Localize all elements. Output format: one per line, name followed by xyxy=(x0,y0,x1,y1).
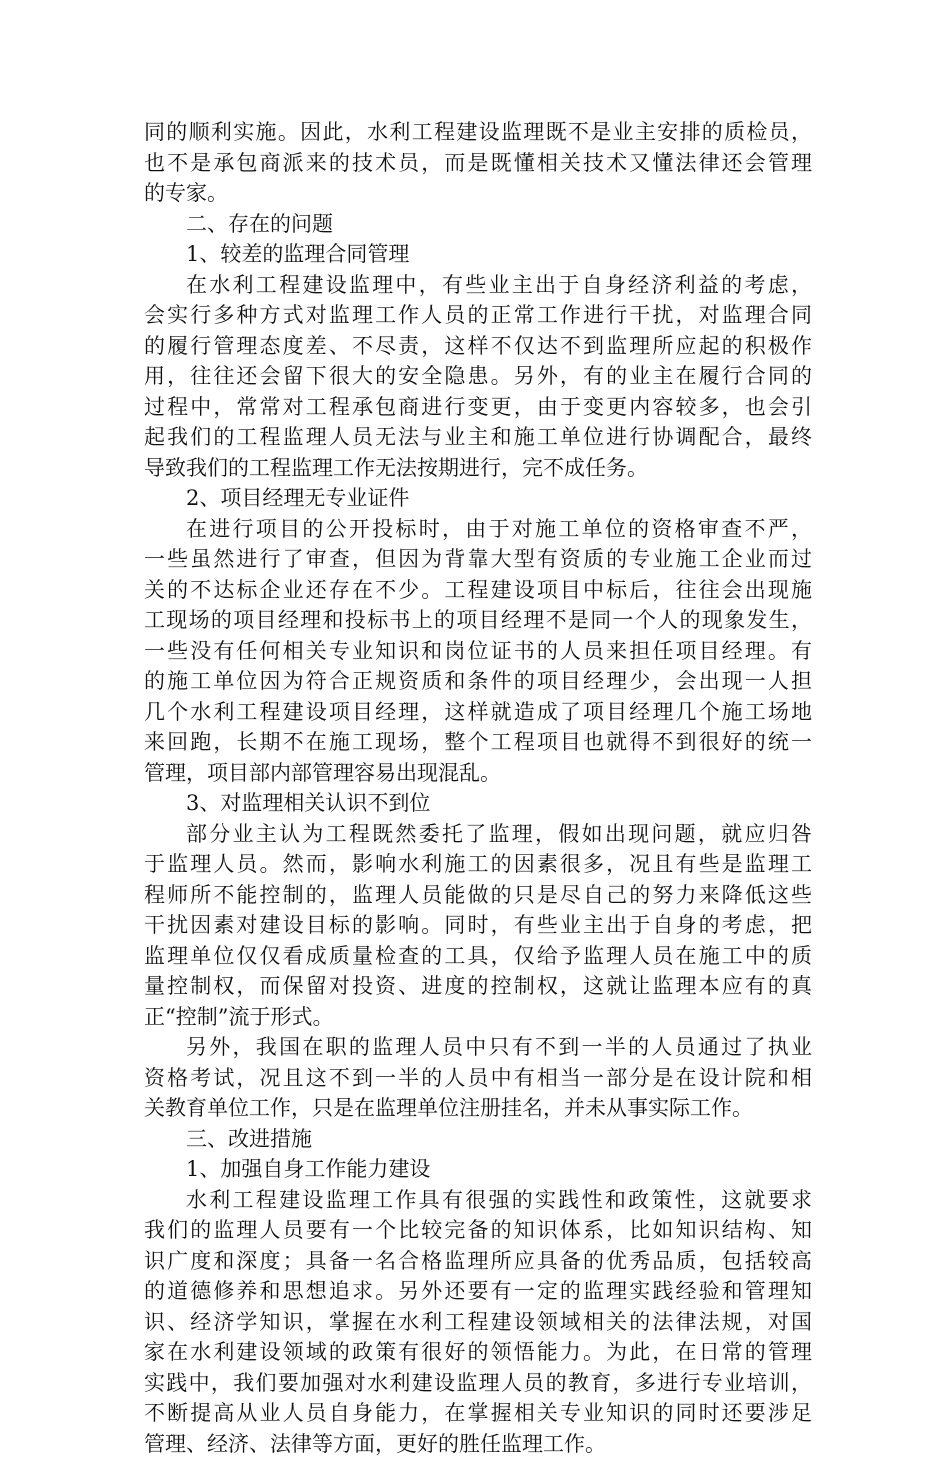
text-line: 管理，项目部内部管理容易出现混乱。 xyxy=(144,758,812,789)
text-line: 关教育单位工作，只是在监理单位注册挂名，并未从事实际工作。 xyxy=(144,1093,812,1124)
text-line: 起我们的工程监理人员无法与业主和施工单位进行协调配合，最终 xyxy=(144,422,812,453)
text-line: 关的不达标企业还存在不少。工程建设项目中标后，往往会出现施 xyxy=(144,575,812,606)
text-line: 管理、经济、法律等方面，更好的胜任监理工作。 xyxy=(144,1429,812,1459)
text-line: 的专家。 xyxy=(144,178,812,209)
text-line: 另外，我国在职的监理人员中只有不到一半的人员通过了执业 xyxy=(144,1032,812,1063)
text-line: 1、加强自身工作能力建设 xyxy=(144,1154,812,1185)
text-line: 的履行管理态度差、不尽责，这样不仅达不到监理所应起的积极作 xyxy=(144,331,812,362)
text-line: 我们的监理人员要有一个比较完备的知识体系，比如知识结构、知 xyxy=(144,1215,812,1246)
text-line: 资格考试，况且这不到一半的人员中有相当一部分是在设计院和相 xyxy=(144,1063,812,1094)
document-page xyxy=(144,117,812,1459)
text-line: 部分业主认为工程既然委托了监理，假如出现问题，就应归咎 xyxy=(144,819,812,850)
text-line: 正“控制”流于形式。 xyxy=(144,1002,812,1033)
text-line: 在进行项目的公开投标时，由于对施工单位的资格审查不严， xyxy=(144,514,812,545)
text-line: 的施工单位因为符合正规资质和条件的项目经理少，会出现一人担 xyxy=(144,666,812,697)
text-line: 实践中，我们要加强对水利建设监理人员的教育，多进行专业培训， xyxy=(144,1368,812,1399)
text-line: 同的顺利实施。因此，水利工程建设监理既不是业主安排的质检员， xyxy=(144,117,812,148)
text-line: 水利工程建设监理工作具有很强的实践性和政策性，这就要求 xyxy=(144,1185,812,1216)
text-line: 2、项目经理无专业证件 xyxy=(144,483,812,514)
text-line: 干扰因素对建设目标的影响。同时，有些业主出于自身的考虑，把 xyxy=(144,910,812,941)
text-line: 几个水利工程建设项目经理，这样就造成了项目经理几个施工场地 xyxy=(144,697,812,728)
text-line: 也不是承包商派来的技术员，而是既懂相关技术又懂法律还会管理 xyxy=(144,148,812,179)
text-line: 工现场的项目经理和投标书上的项目经理不是同一个人的现象发生， xyxy=(144,605,812,636)
text-line: 二、存在的问题 xyxy=(144,209,812,240)
text-line: 程师所不能控制的，监理人员能做的只是尽自己的努力来降低这些 xyxy=(144,880,812,911)
text-line: 识广度和深度；具备一名合格监理所应具备的优秀品质，包括较高 xyxy=(144,1246,812,1277)
text-line: 三、改进措施 xyxy=(144,1124,812,1155)
text-line: 识、经济学知识，掌握在水利工程建设领域相关的法律法规，对国 xyxy=(144,1307,812,1338)
text-line: 一些没有任何相关专业知识和岗位证书的人员来担任项目经理。有 xyxy=(144,636,812,667)
text-line: 过程中，常常对工程承包商进行变更，由于变更内容较多，也会引 xyxy=(144,392,812,423)
text-line: 于监理人员。然而，影响水利施工的因素很多，况且有些是监理工 xyxy=(144,849,812,880)
text-line: 来回跑，长期不在施工现场，整个工程项目也就得不到很好的统一 xyxy=(144,727,812,758)
text-line: 一些虽然进行了审查，但因为背靠大型有资质的专业施工企业而过 xyxy=(144,544,812,575)
text-line: 家在水利建设领域的政策有很好的领悟能力。为此，在日常的管理 xyxy=(144,1337,812,1368)
text-line: 不断提高从业人员自身能力，在掌握相关专业知识的同时还要涉足 xyxy=(144,1398,812,1429)
text-line: 导致我们的工程监理工作无法按期进行，完不成任务。 xyxy=(144,453,812,484)
text-line: 3、对监理相关认识不到位 xyxy=(144,788,812,819)
text-line: 在水利工程建设监理中，有些业主出于自身经济利益的考虑， xyxy=(144,270,812,301)
text-line: 用，往往还会留下很大的安全隐患。另外，有的业主在履行合同的 xyxy=(144,361,812,392)
text-line: 会实行多种方式对监理工作人员的正常工作进行干扰，对监理合同 xyxy=(144,300,812,331)
text-line: 的道德修养和思想追求。另外还要有一定的监理实践经验和管理知 xyxy=(144,1276,812,1307)
text-line: 量控制权，而保留对投资、进度的控制权，这就让监理本应有的真 xyxy=(144,971,812,1002)
text-line: 监理单位仅仅看成质量检查的工具，仅给予监理人员在施工中的质 xyxy=(144,941,812,972)
text-line: 1、较差的监理合同管理 xyxy=(144,239,812,270)
